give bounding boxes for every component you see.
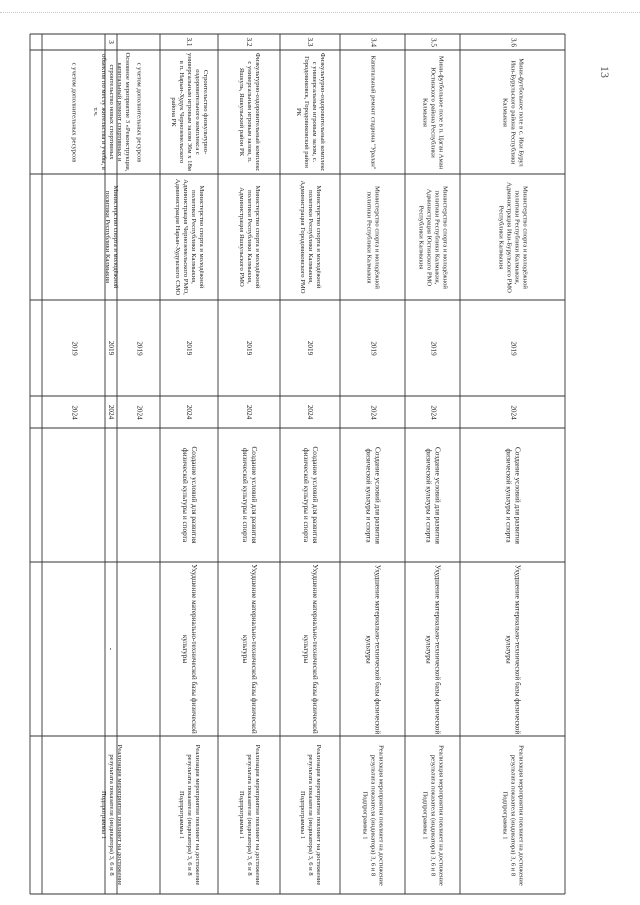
cell-no: 3.1 [185, 37, 194, 47]
cell-executor: Министерство спорта и молодёжной политики Республики Калмыкия, Администрация Юстинского РМО Республики Калмыкия [417, 185, 449, 289]
cell-link: Реализация мероприятия повлияет на достижение результата показателя (индикатора) 3, 6 и 8 Подпрограммы 1 [421, 744, 445, 886]
cell-end: 2024 [107, 404, 116, 420]
cell-start: 2019 [107, 340, 116, 356]
cell-consequence: Ухудшение материально-технической базы физической культуры [364, 564, 382, 734]
cell-consequence: - [107, 647, 116, 651]
cell-consequence: Ухудшение материально-технической базы физической культуры [504, 564, 522, 734]
cell-start: 2019 [185, 340, 194, 356]
cell-link: Реализация мероприятия повлияет на достижение результата показателя (индикатора) 3, 6 и 8 Подпрограммы 1 [361, 744, 385, 886]
cell-consequence: Ухудшение материально-технической базы физической культуры [424, 564, 442, 734]
cell-end: 2024 [70, 404, 78, 420]
cell-end: 2024 [509, 404, 517, 420]
cell-link: Реализация мероприятия повлияет на достижение результата показателя (индикатора) 3, 6 и 8 Подпрограммы 1 [238, 744, 261, 886]
cell-start: 2019 [509, 340, 517, 356]
cell-consequence: Ухудшение материально-технической базы физической культуры [241, 564, 258, 734]
cell-end: 2024 [306, 404, 315, 420]
cell-executor: Министерство спорта и молодёжной политики Республики Калмыкия, Администрация Ики-Бурульского РМО Республики Калмыкия [497, 181, 529, 293]
cell-link: Реализация мероприятия повлияет на достижение результата показателя (индикатора) 3, 6 и 8 Подпрограммы 1 [100, 744, 123, 886]
cell-goal: Создание условий для развития физической культуры и спорта [424, 446, 442, 544]
cell-name: Капитальный ремонт стадиона "Уралан" [369, 55, 377, 169]
cell-name: Мини-футбольное поле в с. Ики Бурул Ики-Бурульского района Республики Калмыкия [501, 57, 525, 167]
cell-end: 2024 [369, 404, 377, 420]
cell-no: 3.6 [509, 37, 517, 47]
cell-no: 3.5 [429, 37, 437, 47]
cell-start: 2019 [369, 340, 377, 356]
cell-consequence: Ухудшение материально-технической базы физической культуры [302, 564, 319, 734]
cell-goal: Создание условий для развития физической культуры и спорта [302, 446, 319, 544]
cell-executor: Министерство спорта и молодёжной политики Республики Калмыкия, Администрация Яшкульского РМО [238, 185, 261, 289]
cell-end: 2024 [245, 404, 254, 420]
cell-no: 3 [107, 40, 116, 44]
cell-goal: Создание условий для развития физической культуры и спорта [241, 446, 258, 544]
cell-name: Основное мероприятие 3 «Реконструкция, капитальный ремонт спортивных и строительство новых спортивных объектов по месту жительства и учебы, в т.ч. [92, 52, 131, 172]
cell-no: 3.4 [369, 37, 377, 47]
cell-executor: Министерство спорта и молодёжной политики Республики Калмыкия, Администрация Городовиковского РМО [299, 180, 322, 294]
cell-start: 2019 [306, 340, 315, 356]
cell-name: с учетом дополнительных ресурсов [70, 62, 78, 162]
cell-name: Физкультурно-оздоровительный комплекс с универсальным игровым залом, п. Яшкуль, Яшкульский район РК [238, 52, 261, 172]
cell-end: 2024 [185, 404, 194, 420]
cell-goal: Создание условий для развития физической культуры и спорта [181, 446, 198, 544]
cell-start: 2019 [245, 340, 254, 356]
cell-goal: Создание условий для развития физической культуры и спорта [504, 446, 522, 544]
cell-link: Реализация мероприятия повлияет на достижение результата показателя (индикатора) 3, 6 и 8 Подпрограммы 1 [501, 744, 525, 886]
cell-executor: Министерство спорта и молодёжной политики Республики Калмыкия, Администрация Черноземельского РМО, Администрация Нарын-Худукского СМО [174, 178, 205, 296]
cell-link: Реализация мероприятия повлияет на достижение результата показателя (индикатора) 3, 6 и 8 Подпрограммы 1 [299, 744, 322, 886]
cell-goal: Создание условий для развития физической культуры и спорта [364, 446, 382, 544]
cell-executor: Министерство спорта и молодёжной политики Республики Калмыкия [365, 185, 381, 289]
page-number: 13 [598, 66, 612, 78]
scan-edge [0, 12, 640, 13]
cell-name: Физкультурно-оздоровительный комплекс с универсальным игровым залом, с. Городовиковск, Городовиковский район РК [295, 52, 326, 172]
cell-executor: Министерство спорта и молодёжной политики Республики Калмыкия [104, 185, 119, 289]
cell-consequence: Ухудшение материально-технической базы физической культуры [181, 564, 198, 734]
cell-name: Строительство физкультурно-оздоровительного комплекса с универсальным игровым залом 36м х 18м в п. Нарын-Худук Черноземельского района РК [170, 53, 209, 171]
cell-name: Мини-футбольное поле в п. Цаган Аман Юстинского района Республики Калмыкия [421, 55, 445, 169]
cell-link: Реализация мероприятия повлияет на достижение результата показателя (индикатора) 3, 6 и 8 Подпрограммы 1 [178, 744, 201, 886]
cell-start: 2019 [429, 340, 437, 356]
cell-start: 2019 [135, 340, 143, 356]
cell-no: 3.3 [306, 37, 315, 47]
cell-name: с учетом дополнительных ресурсов [135, 62, 143, 162]
rotated-table [30, 34, 565, 894]
cell-start: 2019 [70, 340, 78, 356]
cell-end: 2024 [429, 404, 437, 420]
cell-no: 3.2 [245, 37, 254, 47]
cell-end: 2024 [135, 404, 143, 420]
